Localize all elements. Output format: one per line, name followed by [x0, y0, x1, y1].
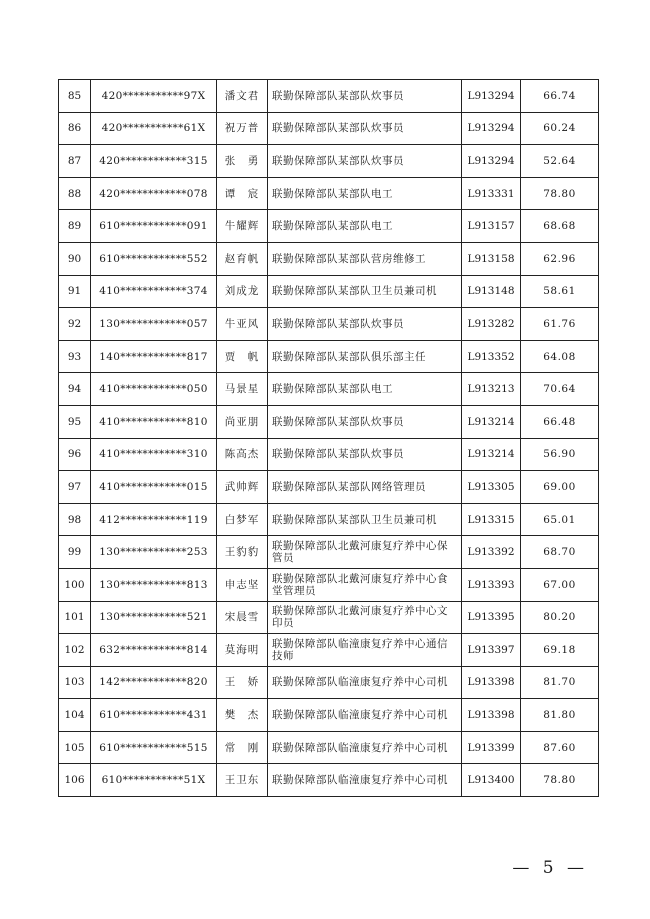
- position-code: L913398: [462, 699, 521, 732]
- position-code: L913213: [462, 373, 521, 406]
- position-title: 联勤保障部队某部队炊事员: [268, 112, 462, 145]
- row-number: 101: [59, 601, 91, 634]
- position-title: 联勤保障部队临潼康复疗养中心司机: [268, 731, 462, 764]
- id-number: 420***********61X: [91, 112, 217, 145]
- candidate-name: 牛耀辉: [217, 210, 268, 243]
- table-row: [59, 634, 599, 667]
- id-number: 142************820: [91, 666, 217, 699]
- candidate-name: 王 娇: [217, 666, 268, 699]
- exam-score: 60.24: [521, 112, 599, 145]
- position-code: L913395: [462, 601, 521, 634]
- position-title: 联勤保障部队某部队炊事员: [268, 80, 462, 113]
- position-code: L913282: [462, 308, 521, 341]
- position-code: L913400: [462, 764, 521, 797]
- candidate-table: [58, 79, 599, 797]
- table-row: [59, 145, 599, 178]
- position-title: 联勤保障部队某部队营房维修工: [268, 242, 462, 275]
- position-code: L913393: [462, 568, 521, 601]
- candidate-name: 申志坚: [217, 568, 268, 601]
- table-row: [59, 764, 599, 797]
- position-title: 联勤保障部队某部队卫生员兼司机: [268, 503, 462, 536]
- id-number: 610************515: [91, 731, 217, 764]
- position-code: L913294: [462, 112, 521, 145]
- position-title: 联勤保障部队某部队炊事员: [268, 438, 462, 471]
- table-body: [59, 80, 599, 797]
- candidate-name: 宋晨雪: [217, 601, 268, 634]
- exam-score: 52.64: [521, 145, 599, 178]
- row-number: 104: [59, 699, 91, 732]
- candidate-name: 马景星: [217, 373, 268, 406]
- position-title: 联勤保障部队临潼康复疗养中心通信技师: [268, 634, 462, 667]
- candidate-name: 贾 帆: [217, 340, 268, 373]
- position-code: L913397: [462, 634, 521, 667]
- position-title: 联勤保障部队北戴河康复疗养中心保管员: [268, 536, 462, 569]
- row-number: 85: [59, 80, 91, 113]
- id-number: 130************813: [91, 568, 217, 601]
- exam-score: 70.64: [521, 373, 599, 406]
- table-row: [59, 112, 599, 145]
- candidate-name: 白梦军: [217, 503, 268, 536]
- row-number: 89: [59, 210, 91, 243]
- position-code: L913352: [462, 340, 521, 373]
- position-title: 联勤保障部队某部队炊事员: [268, 145, 462, 178]
- exam-score: 81.70: [521, 666, 599, 699]
- exam-score: 81.80: [521, 699, 599, 732]
- table-row: [59, 210, 599, 243]
- row-number: 106: [59, 764, 91, 797]
- row-number: 103: [59, 666, 91, 699]
- exam-score: 62.96: [521, 242, 599, 275]
- position-code: L913398: [462, 666, 521, 699]
- row-number: 100: [59, 568, 91, 601]
- position-title: 联勤保障部队某部队炊事员: [268, 405, 462, 438]
- exam-score: 67.00: [521, 568, 599, 601]
- id-number: 412************119: [91, 503, 217, 536]
- exam-score: 68.70: [521, 536, 599, 569]
- position-code: L913158: [462, 242, 521, 275]
- table-row: [59, 731, 599, 764]
- exam-score: 56.90: [521, 438, 599, 471]
- row-number: 105: [59, 731, 91, 764]
- table-row: [59, 568, 599, 601]
- position-code: L913305: [462, 471, 521, 504]
- candidate-name: 陈高杰: [217, 438, 268, 471]
- id-number: 410************810: [91, 405, 217, 438]
- candidate-name: 莫海明: [217, 634, 268, 667]
- position-title: 联勤保障部队临潼康复疗养中心司机: [268, 764, 462, 797]
- position-title: 联勤保障部队北戴河康复疗养中心文印员: [268, 601, 462, 634]
- candidate-name: 王豹豹: [217, 536, 268, 569]
- exam-score: 78.80: [521, 177, 599, 210]
- table-row: [59, 177, 599, 210]
- candidate-name: 赵育帆: [217, 242, 268, 275]
- candidate-name: 谭 宸: [217, 177, 268, 210]
- position-title: 联勤保障部队某部队炊事员: [268, 308, 462, 341]
- id-number: 420************078: [91, 177, 217, 210]
- exam-score: 61.76: [521, 308, 599, 341]
- id-number: 632************814: [91, 634, 217, 667]
- table-row: [59, 80, 599, 113]
- id-number: 130************057: [91, 308, 217, 341]
- position-code: L913214: [462, 405, 521, 438]
- table-row: [59, 405, 599, 438]
- candidate-name: 王卫东: [217, 764, 268, 797]
- id-number: 140************817: [91, 340, 217, 373]
- row-number: 92: [59, 308, 91, 341]
- row-number: 93: [59, 340, 91, 373]
- position-code: L913294: [462, 145, 521, 178]
- position-title: 联勤保障部队某部队俱乐部主任: [268, 340, 462, 373]
- candidate-name: 祝万普: [217, 112, 268, 145]
- id-number: 410************050: [91, 373, 217, 406]
- candidate-name: 武帅辉: [217, 471, 268, 504]
- position-title: 联勤保障部队北戴河康复疗养中心食堂管理员: [268, 568, 462, 601]
- table-row: [59, 536, 599, 569]
- table-row: [59, 308, 599, 341]
- exam-score: 68.68: [521, 210, 599, 243]
- row-number: 90: [59, 242, 91, 275]
- table-row: [59, 601, 599, 634]
- candidate-name: 潘文君: [217, 80, 268, 113]
- id-number: 410************374: [91, 275, 217, 308]
- id-number: 420************315: [91, 145, 217, 178]
- id-number: 130************521: [91, 601, 217, 634]
- row-number: 102: [59, 634, 91, 667]
- table-row: [59, 666, 599, 699]
- position-title: 联勤保障部队某部队电工: [268, 210, 462, 243]
- exam-score: 80.20: [521, 601, 599, 634]
- exam-score: 66.48: [521, 405, 599, 438]
- candidate-name: 牛亚风: [217, 308, 268, 341]
- candidate-name: 刘成龙: [217, 275, 268, 308]
- row-number: 97: [59, 471, 91, 504]
- position-code: L913157: [462, 210, 521, 243]
- table-row: [59, 242, 599, 275]
- id-number: 410************310: [91, 438, 217, 471]
- exam-score: 87.60: [521, 731, 599, 764]
- exam-score: 69.18: [521, 634, 599, 667]
- table-row: [59, 373, 599, 406]
- row-number: 98: [59, 503, 91, 536]
- position-title: 联勤保障部队某部队网络管理员: [268, 471, 462, 504]
- position-code: L913392: [462, 536, 521, 569]
- page-number: — 5 —: [512, 858, 588, 878]
- id-number: 610************552: [91, 242, 217, 275]
- position-title: 联勤保障部队某部队电工: [268, 177, 462, 210]
- table-row: [59, 503, 599, 536]
- row-number: 96: [59, 438, 91, 471]
- exam-score: 66.74: [521, 80, 599, 113]
- table-row: [59, 699, 599, 732]
- exam-score: 78.80: [521, 764, 599, 797]
- id-number: 410************015: [91, 471, 217, 504]
- position-code: L913315: [462, 503, 521, 536]
- id-number: 610************091: [91, 210, 217, 243]
- row-number: 87: [59, 145, 91, 178]
- position-title: 联勤保障部队临潼康复疗养中心司机: [268, 666, 462, 699]
- id-number: 130************253: [91, 536, 217, 569]
- exam-score: 64.08: [521, 340, 599, 373]
- exam-score: 58.61: [521, 275, 599, 308]
- candidate-name: 樊 杰: [217, 699, 268, 732]
- candidate-name: 尚亚朋: [217, 405, 268, 438]
- position-title: 联勤保障部队临潼康复疗养中心司机: [268, 699, 462, 732]
- id-number: 420***********97X: [91, 80, 217, 113]
- id-number: 610***********51X: [91, 764, 217, 797]
- position-code: L913214: [462, 438, 521, 471]
- row-number: 91: [59, 275, 91, 308]
- position-title: 联勤保障部队某部队卫生员兼司机: [268, 275, 462, 308]
- id-number: 610************431: [91, 699, 217, 732]
- candidate-name: 张 勇: [217, 145, 268, 178]
- exam-score: 65.01: [521, 503, 599, 536]
- table-row: [59, 275, 599, 308]
- table-row: [59, 471, 599, 504]
- table-row: [59, 340, 599, 373]
- exam-score: 69.00: [521, 471, 599, 504]
- position-code: L913294: [462, 80, 521, 113]
- row-number: 99: [59, 536, 91, 569]
- row-number: 86: [59, 112, 91, 145]
- candidate-name: 常 刚: [217, 731, 268, 764]
- position-code: L913399: [462, 731, 521, 764]
- row-number: 94: [59, 373, 91, 406]
- table-row: [59, 438, 599, 471]
- row-number: 88: [59, 177, 91, 210]
- position-title: 联勤保障部队某部队电工: [268, 373, 462, 406]
- position-code: L913331: [462, 177, 521, 210]
- row-number: 95: [59, 405, 91, 438]
- position-code: L913148: [462, 275, 521, 308]
